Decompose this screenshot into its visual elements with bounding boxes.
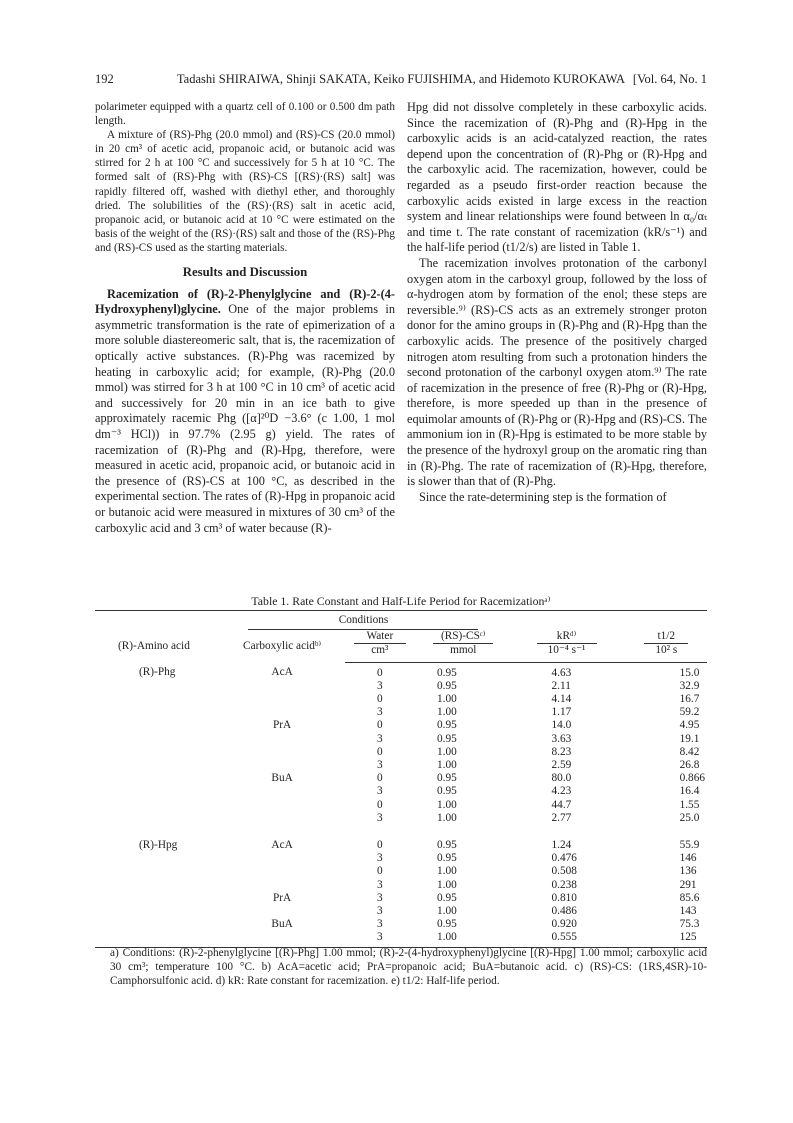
- cell-t-half: 15.0: [679, 666, 700, 679]
- cell-carboxylic-acid: BuA: [271, 772, 293, 785]
- cell-water: 0: [377, 693, 383, 706]
- cell-kr: 0.476: [551, 852, 577, 865]
- cell-water: 3: [377, 785, 383, 798]
- header-t-unit: 10² s: [628, 644, 707, 662]
- cell-amino-acid: (R)-Hpg: [139, 839, 178, 852]
- table-row: [95, 905, 707, 918]
- cell-cs: 0.95: [436, 772, 457, 785]
- cell-carboxylic-acid: [219, 812, 344, 825]
- cell-water: 3: [377, 706, 383, 719]
- cell-water: 0: [377, 745, 383, 758]
- cell-kr: 8.23: [551, 745, 572, 758]
- cell-t-half: 59.2: [679, 706, 700, 719]
- cell-amino-acid: [95, 785, 219, 798]
- cell-amino-acid: [95, 905, 219, 918]
- cell-amino-acid: [95, 772, 219, 785]
- cell-water: 0: [377, 865, 383, 878]
- cell-t-half: 16.4: [679, 785, 700, 798]
- cell-t-half: 75.3: [679, 918, 700, 931]
- cell-kr: 4.63: [551, 666, 572, 679]
- cell-amino-acid: [95, 680, 219, 693]
- cell-cs: 0.95: [436, 918, 457, 931]
- cell-amino-acid: [95, 693, 219, 706]
- table-row: [95, 680, 707, 693]
- cell-kr: 0.486: [551, 905, 577, 918]
- cell-water: 3: [377, 918, 383, 931]
- cell-t-half: 19.1: [679, 732, 700, 745]
- cell-t-half: 8.42: [679, 745, 700, 758]
- cell-water: 3: [377, 759, 383, 772]
- table-row: [95, 812, 707, 825]
- cell-amino-acid: [95, 918, 219, 931]
- cell-carboxylic-acid: [219, 905, 344, 918]
- cell-water: 0: [377, 666, 383, 679]
- cell-carboxylic-acid: [219, 746, 344, 759]
- cell-amino-acid: [95, 879, 219, 892]
- cell-carboxylic-acid: AcA: [271, 666, 293, 679]
- cell-carboxylic-acid: [219, 931, 344, 947]
- table-row: [95, 865, 707, 878]
- table-row: [95, 719, 707, 732]
- running-authors: Tadashi SHIRAIWA, Shinji SAKATA, Keiko FUJISHIMA, and Hidemoto KUROKAWA: [176, 72, 626, 86]
- header-amino-acid: (R)-Amino acid: [118, 639, 190, 652]
- cell-kr: 0.810: [551, 891, 577, 904]
- page-number: 192: [95, 72, 114, 86]
- cell-cs: 1.00: [436, 745, 457, 758]
- cell-t-half: 4.95: [679, 719, 700, 732]
- cell-carboxylic-acid: [219, 759, 344, 772]
- cell-carboxylic-acid: [219, 785, 344, 798]
- cell-t-half: 55.9: [679, 839, 700, 852]
- cell-carboxylic-acid: PrA: [272, 891, 292, 904]
- cell-water: 3: [377, 891, 383, 904]
- cell-water: 0: [377, 772, 383, 785]
- header-carboxylic-acid: Carboxylic acidᵇ⁾: [243, 639, 322, 652]
- cell-carboxylic-acid: [219, 879, 344, 892]
- cell-kr: 2.77: [551, 811, 572, 824]
- cell-water: 0: [377, 839, 383, 852]
- header-cs: (RS)-CSᶜ⁾: [415, 630, 508, 644]
- cell-t-half: 26.8: [679, 759, 700, 772]
- table-row: [95, 931, 707, 947]
- cell-kr: 14.0: [551, 719, 572, 732]
- cell-amino-acid: [95, 746, 219, 759]
- cell-t-half: 32.9: [679, 679, 700, 692]
- cell-t-half: 291: [679, 878, 697, 891]
- header-water-unit: cm³: [345, 644, 415, 662]
- cell-carboxylic-acid: PrA: [272, 719, 292, 732]
- header-cell: [628, 611, 707, 631]
- header-t-half: t1/2: [628, 630, 707, 644]
- section-heading: Results and Discussion: [182, 265, 308, 280]
- right-column: [407, 100, 707, 505]
- cell-water: 3: [377, 852, 383, 865]
- table-row: [95, 892, 707, 905]
- cell-cs: 0.95: [436, 719, 457, 732]
- header-cell: [95, 611, 219, 631]
- cell-amino-acid: [95, 706, 219, 719]
- cell-carboxylic-acid: [219, 706, 344, 719]
- cell-amino-acid: [95, 733, 219, 746]
- cell-cs: 1.00: [436, 905, 457, 918]
- cell-amino-acid: [95, 759, 219, 772]
- cell-kr: 0.238: [551, 878, 577, 891]
- header-conditions: Conditions: [219, 611, 507, 631]
- table-row: [95, 772, 707, 785]
- cell-kr: 2.11: [551, 679, 571, 692]
- cell-t-half: 146: [679, 852, 697, 865]
- left-column: [95, 100, 395, 536]
- cell-t-half: 125: [628, 931, 707, 947]
- cell-t-half: 136: [679, 865, 697, 878]
- cell-kr: 80.0: [551, 772, 572, 785]
- header-cs-unit: mmol: [415, 644, 508, 662]
- volume-info: [Vol. 64, No. 1: [632, 72, 707, 86]
- cell-amino-acid: [95, 799, 219, 812]
- table-footnote: a) Conditions: (R)-2-phenylglycine [(R)-Phg] 1.00 mmol; (R)-2-(4-hydroxyphenyl)glycine [(R)-Hpg] 1.00 mmol; carboxylic acid 30 cm³; temperature 100 °C. b) AcA=acetic acid; PrA=propanoic acid; BuA=butanoic acid. c) (RS)-CS: (1RS,4SR)-10-Camphorsulfonic acid. d) kR: Rate constant for racemization. e) t1/2: Half-life period.: [110, 947, 707, 987]
- table-row: [95, 799, 707, 812]
- cell-t-half: 85.6: [679, 891, 700, 904]
- table-row: [95, 918, 707, 931]
- paragraph: A mixture of (RS)-Phg (20.0 mmol) and (RS)-CS (20.0 mmol) in 20 cm³ of acetic acid, propanoic acid, or butanoic acid was stirred for 2 h at 100 °C and successively for 5 h at 10 °C. The formed salt of (RS)-Phg with (RS)-CS [(RS)·(RS) salt] was rapidly filtered off, washed with diethyl ether, and thoroughly dried. The solubilities of the (RS)·(RS) salt in acetic acid, propanoic acid, or butanoic acid at 10 °C were estimated on the basis of the weight of the (RS)·(RS) salt and those of the (RS)-Phg and (RS)-CS used as the starting materials.: [95, 129, 395, 254]
- cell-t-half: 0.866: [679, 772, 705, 785]
- page-header: [95, 72, 707, 90]
- cell-amino-acid: [95, 852, 219, 865]
- cell-water: 0: [377, 719, 383, 732]
- paragraph: Hpg did not dissolve completely in these carboxylic acids. Since the racemization of (R)-Phg and (R)-Hpg in the carboxylic acids is an acid-catalyzed reaction, the rates depend upon the concentration of (R)-Phg or (R)-Hpg and the carboxylic acid. The racemization, however, could be regarded as a pseudo first-order reaction because the carboxylic acids existed in large excess in the reaction system and linear relationships were found between ln α₀/αₜ and time t. The rate constant of racemization (kR/s⁻¹) and the half-life period (t1/2/s) are listed in Table 1.: [407, 100, 707, 255]
- cell-carboxylic-acid: [219, 865, 344, 878]
- cell-water: 3: [377, 878, 383, 891]
- table-row: [95, 785, 707, 798]
- cell-kr: 0.508: [551, 865, 577, 878]
- cell-carboxylic-acid: [219, 693, 344, 706]
- cell-kr: 4.14: [551, 693, 572, 706]
- table-row: [95, 693, 707, 706]
- cell-cs: 0.95: [436, 679, 457, 692]
- cell-cs: 1.00: [436, 878, 457, 891]
- cell-amino-acid: (R)-Phg: [139, 666, 176, 679]
- cell-carboxylic-acid: AcA: [271, 839, 293, 852]
- cell-cs: 1.00: [436, 706, 457, 719]
- cell-kr: 3.63: [551, 732, 572, 745]
- cell-water: 3: [377, 811, 383, 824]
- table-row: [95, 733, 707, 746]
- table-row: [95, 746, 707, 759]
- paragraph: Since the rate-determining step is the formation of: [419, 489, 667, 504]
- subsection-title: Racemization of (R)-2-Phenylglycine and (R)-2-(4-Hydroxyphenyl)glycine.: [95, 286, 395, 317]
- table-row: [95, 662, 707, 680]
- cell-cs: 0.95: [436, 839, 457, 852]
- cell-cs: 1.00: [436, 865, 457, 878]
- cell-kr: 1.24: [551, 839, 572, 852]
- cell-carboxylic-acid: BuA: [271, 918, 293, 931]
- cell-t-half: 16.7: [679, 693, 700, 706]
- header-water: Water: [345, 630, 415, 644]
- table-caption: Table 1. Rate Constant and Half-Life Period for Racemizationᵃ⁾: [251, 594, 551, 608]
- cell-kr: 4.23: [551, 785, 572, 798]
- cell-cs: 0.95: [436, 891, 457, 904]
- cell-amino-acid: [95, 719, 219, 732]
- cell-kr: 44.7: [551, 798, 572, 811]
- cell-cs: 1.00: [415, 931, 508, 947]
- cell-kr: 0.555: [508, 931, 628, 947]
- cell-cs: 0.95: [436, 732, 457, 745]
- table-row: [95, 852, 707, 865]
- cell-t-half: 25.0: [679, 811, 700, 824]
- cell-carboxylic-acid: [219, 680, 344, 693]
- cell-t-half: 1.55: [679, 798, 700, 811]
- cell-amino-acid: [95, 892, 219, 905]
- cell-kr: 1.17: [551, 706, 572, 719]
- cell-cs: 0.95: [436, 666, 457, 679]
- table-body: [95, 662, 707, 947]
- cell-water: 3: [377, 905, 383, 918]
- cell-water: 3: [377, 732, 383, 745]
- cell-carboxylic-acid: [219, 733, 344, 746]
- cell-carboxylic-acid: [219, 852, 344, 865]
- cell-water: 0: [377, 798, 383, 811]
- cell-t-half: 143: [679, 905, 697, 918]
- table-row: [95, 706, 707, 719]
- header-kr: kRᵈ⁾: [508, 630, 628, 644]
- cell-kr: 0.920: [551, 918, 577, 931]
- cell-amino-acid: [95, 812, 219, 825]
- table-row: [95, 825, 707, 852]
- cell-cs: 0.95: [436, 852, 457, 865]
- table-row: [95, 759, 707, 772]
- data-table: [95, 610, 707, 948]
- header-kr-unit: 10⁻⁴ s⁻¹: [508, 644, 628, 662]
- cell-carboxylic-acid: [219, 799, 344, 812]
- paragraph-text: One of the major problems in asymmetric transformation is the rate of epimerization of a more soluble diastereomeric salt, that is, the racemization of optically active substances. (R)-Phg was racemized by heating in carboxylic acid; for example, (R)-Phg (20.0 mmol) was stirred for 3 h at 100 °C in 10 cm³ of acetic acid and successively for 20 min in an ice bath to give approximately racemic Phg ([α]²⁰D −3.6° (c 1.00, 1 mol dm⁻³ HCl)) in 97.7% (2.95 g) yield. The rates of racemization of (R)-Phg and (R)-Hpg, therefore, were measured in acetic acid, propanoic acid, or butanoic acid in the presence of (RS)-CS at 100 °C, as described in the experimental section. The rates of (R)-Hpg in propanoic acid or butanoic acid were measured in mixtures of 30 cm³ of the carboxylic acid and 3 cm³ of water because (R)-: [95, 302, 395, 535]
- paragraph: The racemization involves protonation of the carbonyl oxygen atom in the carboxyl group, followed by the loss of α-hydrogen atom by formation of the enol; these steps are reversible.⁹⁾ (RS)-CS acts as an extremely stronger proton donor for the amino groups in (R)-Phg and (R)-Hpg than the carboxylic acids. The presence of the positively charged nitrogen atom resulting from such a protonation hinders the second protonation of the carbonyl oxygen atom.⁹⁾ The rate of racemization in the presence of free (R)-Phg or (R)-Hpg, therefore, is more speeded up than in the presence of equimolar amounts of (R)-Phg or (R)-Hpg and (RS)-CS. The ammonium ion in (R)-Hpg is estimated to be more stable by the presence of the hydroxyl group on the aromatic ring than in (R)-Phg. The rate of racemization of (R)-Hpg, therefore, is slower than that of (R)-Phg.: [407, 255, 707, 489]
- cell-cs: 1.00: [436, 693, 457, 706]
- cell-cs: 1.00: [436, 811, 457, 824]
- cell-kr: 2.59: [551, 759, 572, 772]
- cell-water: 3: [345, 931, 415, 947]
- cell-cs: 0.95: [436, 785, 457, 798]
- cell-amino-acid: [95, 865, 219, 878]
- cell-water: 3: [377, 679, 383, 692]
- cell-cs: 1.00: [436, 798, 457, 811]
- header-cell: [508, 611, 628, 631]
- paragraph: polarimeter equipped with a quartz cell of 0.100 or 0.500 dm path length.: [95, 101, 395, 128]
- cell-amino-acid: [95, 931, 219, 947]
- cell-cs: 1.00: [436, 759, 457, 772]
- paragraph: [95, 287, 395, 537]
- table-row: [95, 879, 707, 892]
